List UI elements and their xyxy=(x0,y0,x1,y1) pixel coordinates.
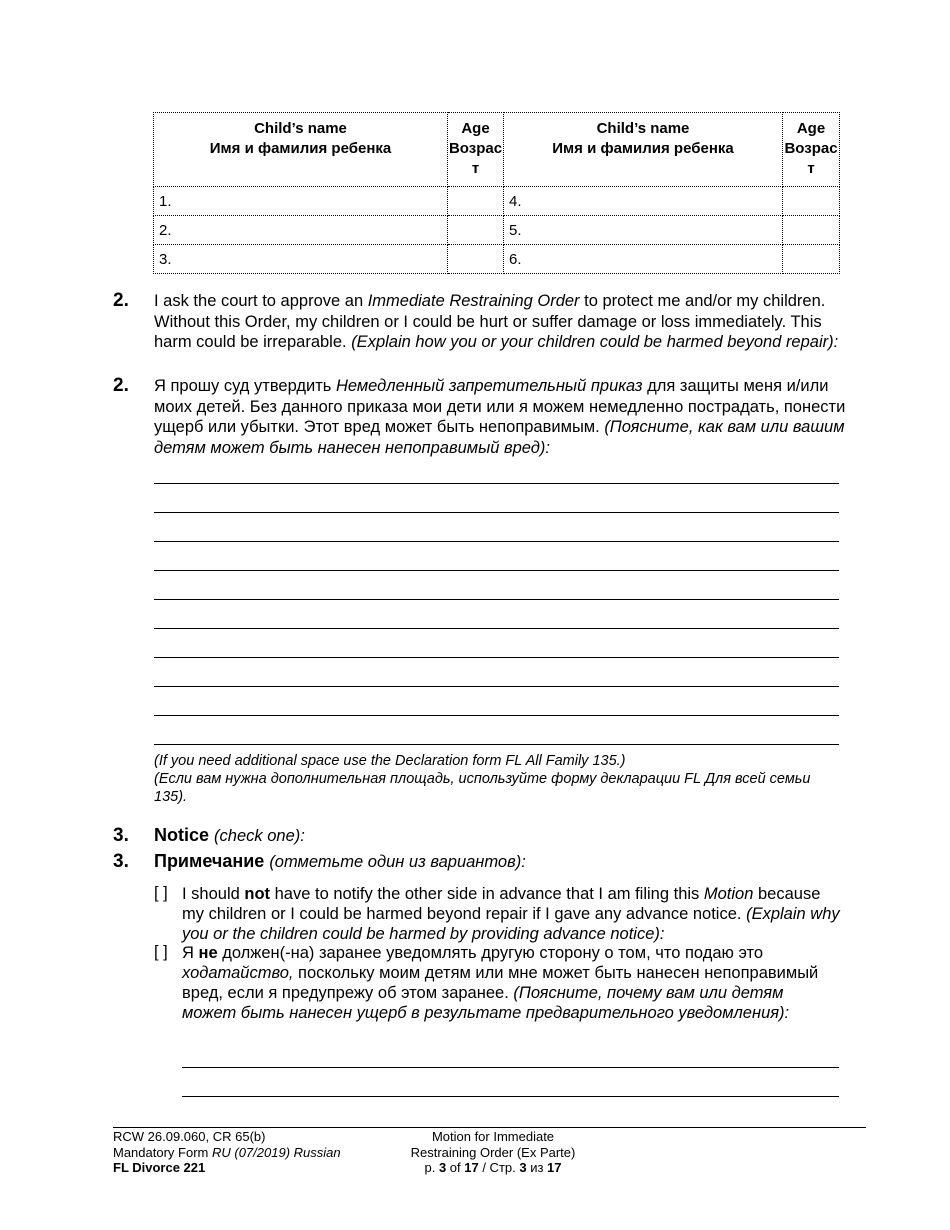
footer-divider xyxy=(113,1127,866,1128)
answer-line[interactable] xyxy=(154,512,839,513)
notice-answer-line[interactable] xyxy=(182,1067,839,1068)
answer-line[interactable] xyxy=(154,657,839,658)
child-name-cell[interactable]: 4. xyxy=(504,187,783,216)
header-child-name-2: Child’s name Имя и фамилия ребенка xyxy=(504,113,783,187)
section-3-number-ru: 3. xyxy=(113,851,129,872)
child-age-cell[interactable] xyxy=(448,216,504,245)
child-age-cell[interactable] xyxy=(783,216,840,245)
additional-space-note: (If you need additional space use the Declaration form FL All Family 135.) (Если вам нужна дополнительная площадь, используйте форму декларации FL Для всей семьи 135). xyxy=(154,753,811,805)
footer-form-info: RCW 26.09.060, CR 65(b) Mandatory Form RU (07/2019) Russian FL Divorce 221 xyxy=(113,1129,341,1175)
table-row xyxy=(154,216,840,245)
child-age-cell[interactable] xyxy=(448,245,504,274)
table-row xyxy=(154,187,840,216)
answer-line[interactable] xyxy=(154,628,839,629)
answer-line[interactable] xyxy=(154,686,839,687)
child-name-cell[interactable]: 3. xyxy=(154,245,448,274)
table-row xyxy=(154,245,840,274)
child-name-cell[interactable]: 1. xyxy=(154,187,448,216)
child-age-cell[interactable] xyxy=(448,187,504,216)
child-name-cell[interactable]: 6. xyxy=(504,245,783,274)
section-2-number-ru: 2. xyxy=(113,375,129,396)
no-notice-option-ru: Я не должен(-на) заранее уведомлять другую сторону о том, что подаю это ходатайство, поскольку моим детям или мне может быть нанесен непоправимый вред, если я предупрежу об этом заранее. (Поясните, почему вам или детям может быть нанесен ущерб в результате предварительного уведомления): xyxy=(182,944,819,1022)
section-2-text-ru: Я прошу суд утвердить Немедленный запретительный приказ для защиты меня и/или моих детей. Без данного приказа мои дети или я можем немедленно пострадать, понести ущерб или убытки. Этот вред может быть непоправимым. (Поясните, как вам или вашим детям может быть нанесен непоправимый вред): xyxy=(154,377,846,457)
children-table xyxy=(153,112,840,274)
answer-line[interactable] xyxy=(154,715,839,716)
answer-line[interactable] xyxy=(154,541,839,542)
no-notice-checkbox[interactable]: [ ] xyxy=(154,884,168,902)
child-age-cell[interactable] xyxy=(783,187,840,216)
child-name-cell[interactable]: 2. xyxy=(154,216,448,245)
answer-line[interactable] xyxy=(154,570,839,571)
header-age-1: Age Возрас т xyxy=(448,113,504,187)
section-3-number: 3. xyxy=(113,825,129,846)
answer-line[interactable] xyxy=(154,483,839,484)
notice-title-en: Notice (check one): xyxy=(154,825,305,845)
section-2-text-en: I ask the court to approve an Immediate Restraining Order to protect me and/or my children. Without this Order, my children or I could be hurt or suffer damage or loss immediately. This harm could be irreparable. (Explain how you or your children could be harmed beyond repair): xyxy=(154,292,839,351)
table-header-row xyxy=(154,113,840,187)
header-age-2: Age Возрас т xyxy=(783,113,840,187)
notice-title-ru: Примечание (отметьте один из вариантов): xyxy=(154,851,526,871)
footer-form-title: Motion for Immediate Restraining Order (Ex Parte) p. 3 of 17 / Стр. 3 из 17 xyxy=(380,1129,606,1176)
child-name-cell[interactable]: 5. xyxy=(504,216,783,245)
header-child-name-1: Child’s name Имя и фамилия ребенка xyxy=(154,113,448,187)
no-notice-checkbox-ru[interactable]: [ ] xyxy=(154,943,168,961)
answer-line[interactable] xyxy=(154,599,839,600)
page-number: p. 3 of 17 / Стр. 3 из 17 xyxy=(424,1160,562,1175)
notice-answer-line[interactable] xyxy=(182,1096,839,1097)
section-2-number: 2. xyxy=(113,290,129,311)
answer-line[interactable] xyxy=(154,744,839,745)
no-notice-option-en: I should not have to notify the other side in advance that I am filing this Motion because my children or I could be harmed beyond repair if I gave any advance notice. (Explain why you or the children could be harmed by providing advance notice): xyxy=(182,885,840,943)
child-age-cell[interactable] xyxy=(783,245,840,274)
